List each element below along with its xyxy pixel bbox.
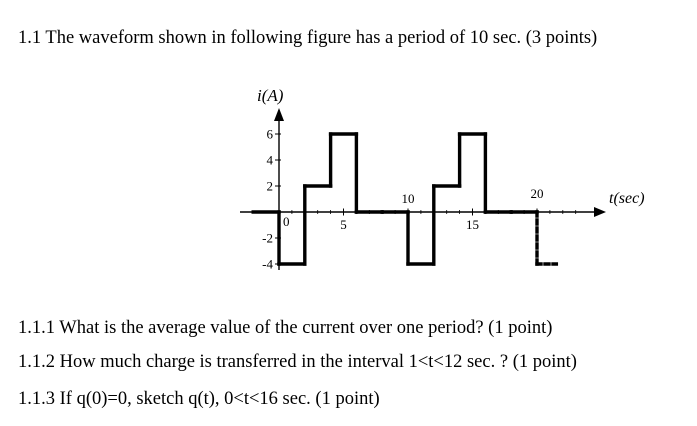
x-tick-label: 10 bbox=[401, 191, 415, 206]
y-tick-label: 2 bbox=[266, 178, 273, 194]
y-axis-label: i(A) bbox=[257, 86, 284, 105]
question-1-1-2: 1.1.2 How much charge is transferred in the interval 1<t<12 sec. ? (1 point) bbox=[18, 352, 577, 372]
y-tick-label: -2 bbox=[262, 230, 273, 246]
x-axis-arrow bbox=[594, 207, 606, 217]
y-axis-arrow bbox=[274, 108, 284, 121]
x-tick-label: 5 bbox=[340, 217, 347, 232]
y-tick-label: 6 bbox=[266, 126, 273, 142]
problem-title: 1.1 The waveform shown in following figure has a period of 10 sec. (3 points) bbox=[18, 28, 598, 48]
y-tick-label: -4 bbox=[262, 256, 273, 272]
question-1-1-1: 1.1.1 What is the average value of the current over one period? (1 point) bbox=[18, 318, 553, 338]
y-tick-label: 4 bbox=[266, 152, 273, 168]
x-axis-label: t(sec) bbox=[609, 190, 645, 207]
question-1-1-3: 1.1.3 If q(0)=0, sketch q(t), 0<t<16 sec. (1 point) bbox=[18, 389, 380, 409]
x-tick-label: 20 bbox=[530, 186, 544, 201]
x-tick-label: 15 bbox=[466, 217, 479, 232]
x-tick-label: 0 bbox=[283, 214, 290, 229]
axes bbox=[240, 108, 606, 270]
